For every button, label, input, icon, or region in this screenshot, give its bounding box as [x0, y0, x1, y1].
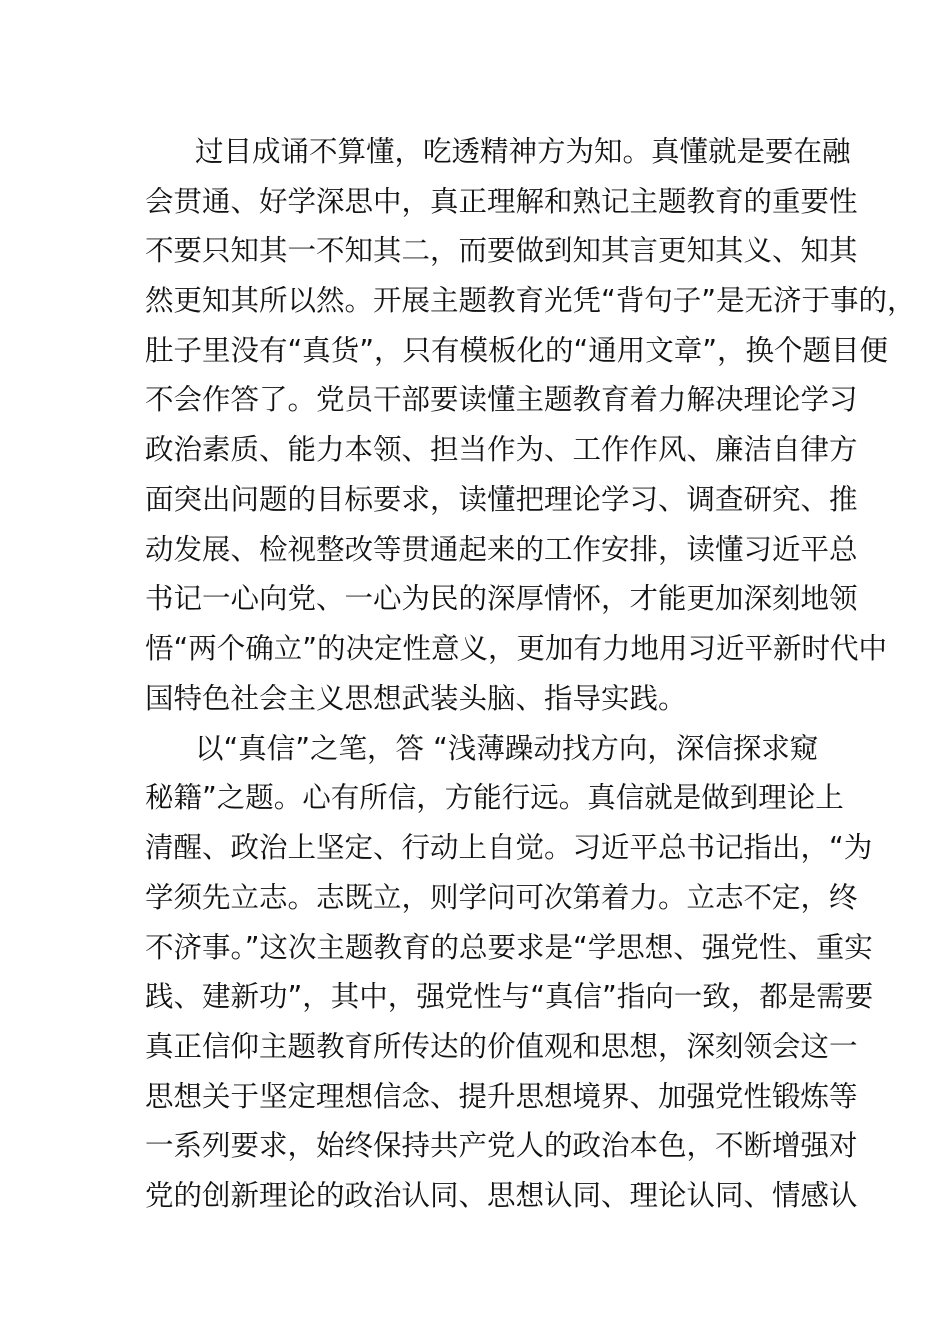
paragraph-1-line-10: 书记一心向党、一心为民的深厚情怀，才能更加深刻地领 [145, 582, 858, 615]
paragraph-1-line-8: 面突出问题的目标要求，读懂把理论学习、调查研究、推 [145, 483, 858, 516]
paragraph-2-line-2: 秘籍”之题。心有所信，方能行远。真信就是做到理论上 [145, 781, 844, 814]
paragraph-2-line-7: 真正信仰主题教育所传达的价值观和思想，深刻领会这一 [145, 1030, 858, 1063]
paragraph-2-line-6: 践、建新功”，其中，强党性与“真信”指向一致，都是需要 [145, 980, 874, 1013]
paragraph-2-line-9: 一系列要求，始终保持共产党人的政治本色，不断增强对 [145, 1129, 858, 1162]
paragraph-1-line-12: 国特色社会主义思想武装头脑、指导实践。 [145, 682, 687, 715]
paragraph-1-line-5: 肚子里没有“真货”，只有模板化的“通用文章”，换个题目便 [145, 334, 889, 367]
paragraph-1-line-7: 政治素质、能力本领、担当作为、工作作风、廉洁自律方 [145, 433, 858, 466]
paragraph-1-line-4: 然更知其所以然。开展主题教育光凭“背句子”是无济于事的， [145, 284, 916, 317]
paragraph-1-line-1: 过目成诵不算懂，吃透精神方为知。真懂就是要在融 [195, 135, 851, 168]
paragraph-2-line-3: 清醒、政治上坚定、行动上自觉。习近平总书记指出，“为 [145, 831, 873, 864]
paragraph-2-line-5: 不济事。”这次主题教育的总要求是“学思想、强党性、重实 [145, 931, 873, 964]
paragraph-1-line-2: 会贯通、好学深思中，真正理解和熟记主题教育的重要性 [145, 185, 858, 218]
paragraph-1-line-11: 悟“两个确立”的决定性意义，更加有力地用习近平新时代中 [145, 632, 888, 665]
paragraph-2-line-8: 思想关于坚定理想信念、提升思想境界、加强党性锻炼等 [145, 1080, 858, 1113]
paragraph-2-line-1: 以“真信”之笔，答 “浅薄躁动找方向，深信探求窥 [195, 732, 819, 765]
paragraph-1-line-9: 动发展、检视整改等贯通起来的工作安排，读懂习近平总 [145, 533, 858, 566]
paragraph-2-line-4: 学须先立志。志既立，则学问可次第着力。立志不定，终 [145, 881, 858, 914]
paragraph-1-line-6: 不会作答了。党员干部要读懂主题教育着力解决理论学习 [145, 383, 858, 416]
paragraph-1-line-3: 不要只知其一不知其二，而要做到知其言更知其义、知其 [145, 234, 858, 267]
paragraph-2-line-10: 党的创新理论的政治认同、思想认同、理论认同、情感认 [145, 1179, 858, 1212]
